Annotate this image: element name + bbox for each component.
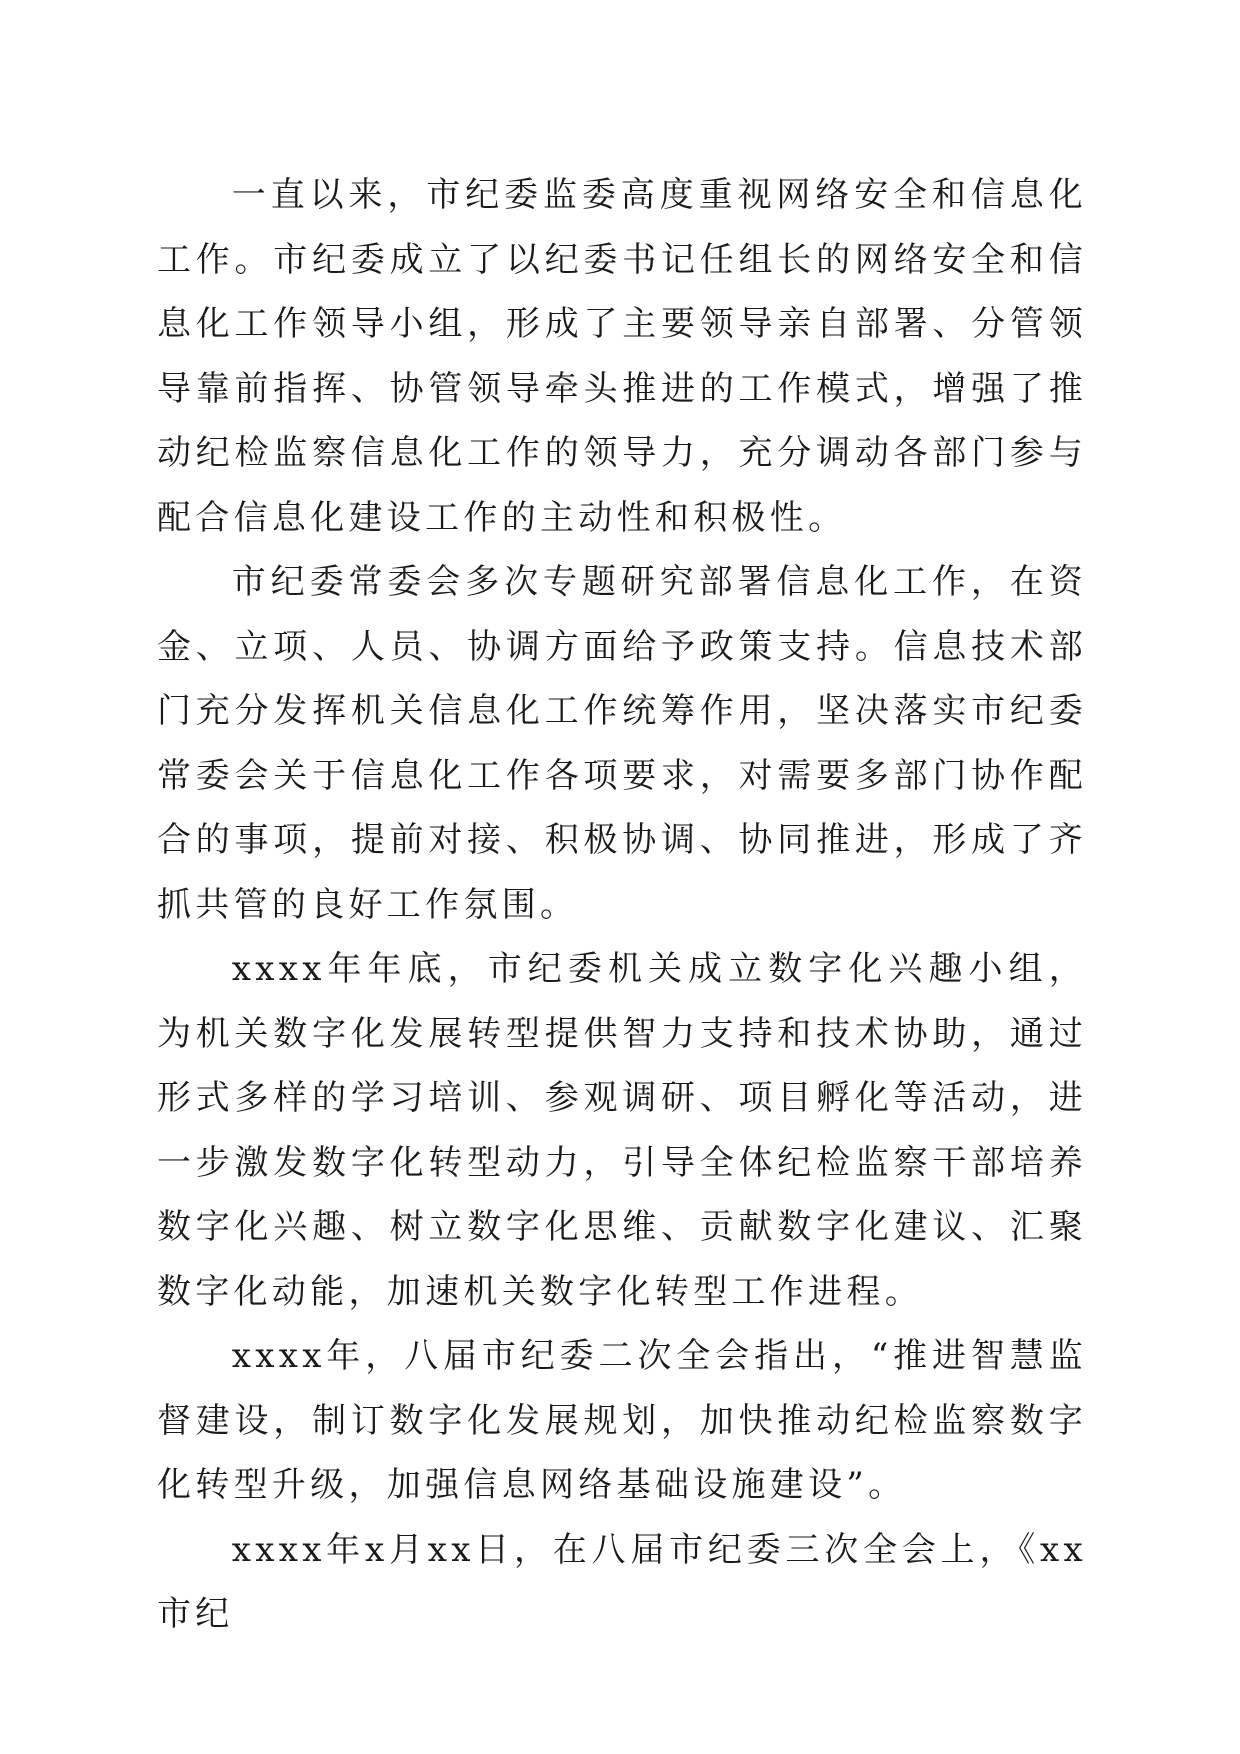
paragraph: 市纪委常委会多次专题研究部署信息化工作，在资金、立项、人员、协调方面给予政策支持。信息技术部门充分发挥机关信息化工作统筹作用，坚决落实市纪委常委会关于信息化工作各项要求，对需要多部门协作配合的事项，提前对接、积极协调、协同推进，形成了齐抓共管的良好工作氛围。 [157, 562, 1087, 925]
document-body [157, 163, 1087, 1647]
paragraph: xxxx年年底，市纪委机关成立数字化兴趣小组，为机关数字化发展转型提供智力支持和技术协助，通过形式多样的学习培训、参观调研、项目孵化等活动，进一步激发数字化转型动力，引导全体纪检监察干部培养数字化兴趣、树立数字化思维、贡献数字化建议、汇聚数字化动能，加速机关数字化转型工作进程。 [157, 949, 1087, 1312]
paragraph: 一直以来，市纪委监委高度重视网络安全和信息化工作。市纪委成立了以纪委书记任组长的网络安全和信息化工作领导小组，形成了主要领导亲自部署、分管领导靠前指挥、协管领导牵头推进的工作模式，增强了推动纪检监察信息化工作的领导力，充分调动各部门参与配合信息化建设工作的主动性和积极性。 [157, 175, 1087, 538]
paragraph: xxxx年，八届市纪委二次全会指出，“推进智慧监督建设，制订数字化发展规划，加快推动纪检监察数字化转型升级，加强信息网络基础设施建设”。 [157, 1336, 1087, 1505]
paragraph: xxxx年x月xx日，在八届市纪委三次全会上，《xx市纪 [157, 1529, 1087, 1634]
